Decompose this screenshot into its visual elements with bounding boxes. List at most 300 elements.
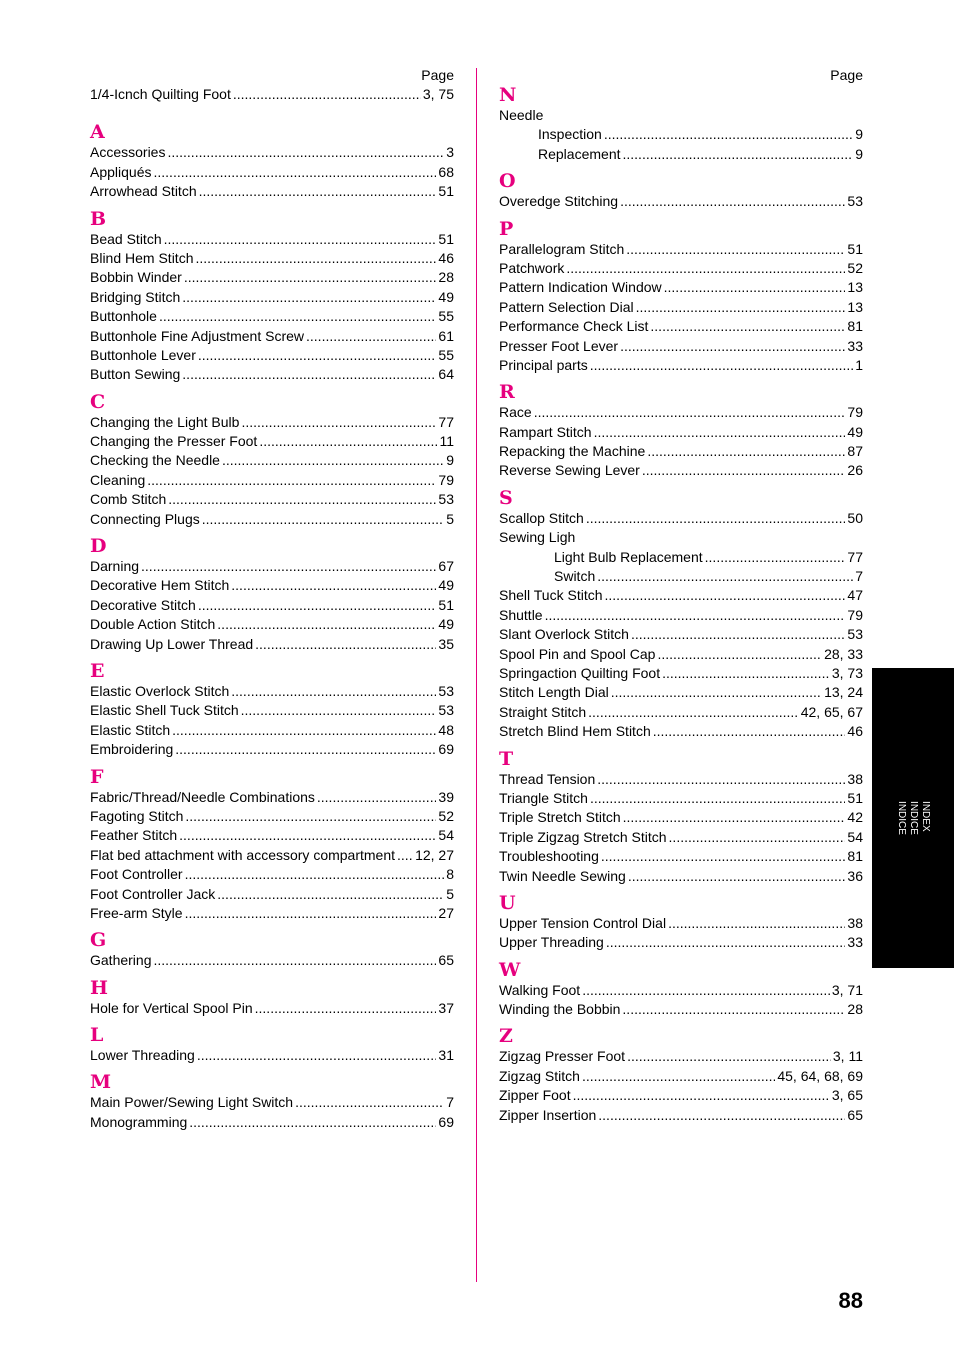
index-section [90, 1072, 454, 1132]
index-entry-page: 51 [438, 596, 454, 613]
dot-leader [545, 606, 846, 625]
index-entry [90, 1093, 454, 1112]
index-entry-page: 65 [847, 1106, 863, 1123]
index-entry [90, 327, 454, 346]
index-entry [499, 192, 863, 211]
dot-leader [175, 740, 436, 759]
index-entry-term: Fagoting Stitch [90, 807, 184, 824]
index-entry-page: 42 [847, 809, 863, 826]
index-entry [499, 664, 863, 683]
index-entry-term: Triple Zigzag Stretch Stitch [499, 828, 667, 845]
index-entry-page: 9 [855, 126, 863, 143]
index-entry-term: Race [499, 404, 532, 421]
dot-leader [588, 703, 799, 722]
index-entry-term: Changing the Presser Foot [90, 433, 258, 450]
section-letter: W [499, 958, 521, 981]
index-entry-term: Zigzag Stitch [499, 1067, 580, 1084]
index-entry [499, 933, 863, 952]
dot-leader [153, 951, 436, 970]
index-entry-page: 54 [847, 828, 863, 845]
index-top-entries [90, 85, 454, 104]
dot-leader [636, 298, 846, 317]
dot-leader [662, 664, 830, 683]
index-entry-page: 46 [847, 723, 863, 740]
index-entry-page: 51 [438, 230, 454, 247]
index-entry-term: Parallelogram Stitch [499, 240, 625, 257]
dot-leader [650, 317, 845, 336]
index-entry-page: 87 [847, 443, 863, 460]
dot-leader [182, 288, 436, 307]
index-entry-page: 26 [847, 462, 863, 479]
dot-leader [317, 788, 437, 807]
page-column-header: Page [421, 67, 454, 83]
index-entry-term: Buttonhole Fine Adjustment Screw [90, 327, 305, 344]
index-side-tab-label [872, 668, 954, 968]
dot-leader [217, 885, 444, 904]
index-entry-term: Patchwork [499, 259, 565, 276]
dot-leader [573, 1086, 830, 1105]
index-entry-page: 8 [446, 866, 454, 883]
column-divider [476, 68, 477, 1282]
index-section [499, 1026, 863, 1125]
index-entry-page: 81 [847, 318, 863, 335]
index-entry-page: 39 [438, 788, 454, 805]
index-entry-page: 3, 65 [831, 1087, 863, 1104]
dot-leader [198, 346, 437, 365]
index-entry [90, 999, 454, 1018]
index-entry [499, 442, 863, 461]
index-entry-term: Monogramming [90, 1113, 188, 1130]
index-entry-term: Winding the Bobbin [499, 1001, 621, 1018]
index-entry-term: Upper Tension Control Dial [499, 914, 667, 931]
index-entry [499, 789, 863, 808]
section-letter: T [499, 747, 514, 770]
index-entry-term: Elastic Overlock Stitch [90, 682, 230, 699]
dot-leader [241, 413, 436, 432]
section-letter: O [499, 170, 516, 193]
index-entry-term: Upper Threading [499, 934, 604, 951]
index-entry [90, 432, 454, 451]
index-entry-term: Comb Stitch [90, 491, 167, 508]
index-entry-page: 51 [847, 789, 863, 806]
index-section [90, 536, 454, 654]
index-entry-term: Blind Hem Stitch [90, 249, 194, 266]
index-entry-page: 28 [438, 269, 454, 286]
index-entry-page: 12, 27 [415, 846, 454, 863]
index-entry-page: 13 [847, 279, 863, 296]
index-entry-page: 38 [847, 770, 863, 787]
index-entry-page: 35 [438, 635, 454, 652]
index-entry [90, 826, 454, 845]
index-entry [90, 740, 454, 759]
index-entry-term: Buttonhole [90, 308, 157, 325]
index-section [499, 171, 863, 211]
dot-leader [154, 163, 437, 182]
index-entry-page: 53 [438, 682, 454, 699]
index-entry [90, 615, 454, 634]
dot-leader [623, 808, 846, 827]
index-entry [90, 230, 454, 249]
index-entry-page: 61 [438, 327, 454, 344]
index-entry-page: 47 [847, 587, 863, 604]
index-entry-term: Free-arm Style [90, 904, 183, 921]
index-sections [90, 122, 454, 1132]
page-number: 88 [838, 1288, 863, 1313]
index-entry-page: 52 [438, 807, 454, 824]
index-entry [90, 846, 454, 865]
index-entry-term: Bridging Stitch [90, 288, 181, 305]
index-entry [499, 1106, 863, 1125]
index-entry-term: Spool Pin and Spool Cap [499, 645, 656, 662]
index-entry-term: Arrowhead Stitch [90, 183, 197, 200]
index-entry-term: Triangle Stitch [499, 789, 588, 806]
dot-leader [566, 259, 845, 278]
index-entry-page: 5 [446, 885, 454, 902]
dot-leader [147, 471, 436, 490]
index-entry-page: 54 [438, 827, 454, 844]
index-entry [499, 509, 863, 528]
index-entry-page: 31 [438, 1047, 454, 1064]
index-entry [90, 182, 454, 201]
index-entry-term: Button Sewing [90, 366, 181, 383]
index-entry-page: 51 [438, 183, 454, 200]
index-entry [90, 865, 454, 884]
section-letter: B [90, 207, 107, 230]
index-entry-page: 7 [446, 1094, 454, 1111]
dot-leader [184, 268, 437, 287]
index-entry [499, 125, 863, 144]
index-entry-term: Appliqués [90, 163, 152, 180]
dot-leader [582, 1067, 775, 1086]
dot-leader [179, 826, 436, 845]
dot-leader [198, 596, 437, 615]
section-letter: P [499, 217, 514, 240]
dot-leader [657, 645, 822, 664]
section-letter: M [90, 1071, 112, 1094]
side-tab-line: INDEX [920, 801, 931, 832]
index-entry [499, 586, 863, 605]
index-entry [499, 106, 863, 125]
index-entry-page: 77 [438, 413, 454, 430]
index-entry-page: 53 [847, 626, 863, 643]
index-entry-page: 13, 24 [824, 684, 863, 701]
section-letter: R [499, 381, 515, 404]
index-entry-page: 49 [438, 577, 454, 594]
index-entry-page: 55 [438, 346, 454, 363]
index-entry-page: 5 [446, 510, 454, 527]
index-entry [499, 317, 863, 336]
dot-leader [582, 981, 830, 1000]
index-entry-term: Twin Needle Sewing [499, 867, 626, 884]
dot-leader [185, 807, 436, 826]
index-entry [90, 307, 454, 326]
index-entry-page: 49 [847, 423, 863, 440]
index-entry-term: 1/4-Icnch Quilting Foot [90, 86, 231, 102]
index-entry-term: Feather Stitch [90, 827, 178, 844]
index-entry-page: 3, 75 [422, 86, 454, 102]
section-letter: U [499, 891, 516, 914]
index-entry [499, 606, 863, 625]
index-entry [499, 1000, 863, 1019]
index-entry [90, 557, 454, 576]
index-entry [499, 703, 863, 722]
index-entry-page: 33 [847, 934, 863, 951]
index-entry-page: 28, 33 [824, 645, 863, 662]
index-entry [90, 788, 454, 807]
index-entry [90, 163, 454, 182]
index-entry-term: Straight Stitch [499, 703, 587, 720]
index-section [499, 960, 863, 1020]
dot-leader [141, 557, 436, 576]
index-section [90, 392, 454, 529]
index-entry-term: Troubleshooting [499, 848, 599, 865]
dot-leader [197, 1046, 437, 1065]
page-column-header: Page [830, 67, 863, 83]
index-entry-term: Buttonhole Lever [90, 346, 196, 363]
index-entry-page: 69 [438, 1113, 454, 1130]
index-entry-page: 28 [847, 1001, 863, 1018]
index-column-right [499, 66, 863, 1125]
dot-leader [626, 240, 845, 259]
dot-leader [231, 682, 436, 701]
dot-leader [168, 490, 436, 509]
index-entry-term: Zipper Insertion [499, 1106, 597, 1123]
index-entry [499, 828, 863, 847]
index-entry [499, 1047, 863, 1066]
index-entry-term: Needle [499, 107, 544, 123]
index-entry [90, 85, 454, 104]
index-entry-term: Rampart Stitch [499, 423, 592, 440]
index-entry-term: Zipper Foot [499, 1087, 571, 1104]
dot-leader [164, 230, 437, 249]
index-entry [499, 298, 863, 317]
index-entry-term: Springaction Quilting Foot [499, 664, 661, 681]
index-entry-term: Darning [90, 558, 140, 575]
index-entry-page: 33 [847, 337, 863, 354]
index-entry [90, 1113, 454, 1132]
dot-leader [590, 356, 854, 375]
index-entry [499, 403, 863, 422]
dot-leader [622, 1000, 845, 1019]
index-entry [499, 683, 863, 702]
index-entry-page: 3 [446, 144, 454, 161]
index-entry [90, 951, 454, 970]
index-entry-page: 79 [847, 404, 863, 421]
index-entry [90, 635, 454, 654]
dot-leader [594, 423, 846, 442]
dot-leader [259, 432, 437, 451]
section-letter: S [499, 486, 513, 509]
index-entry [499, 548, 863, 567]
index-entry-term: Zigzag Presser Foot [499, 1048, 626, 1065]
dot-leader [195, 249, 436, 268]
index-entry-term: Lower Threading [90, 1047, 195, 1064]
index-entry-page: 7 [855, 568, 863, 585]
index-entry [499, 847, 863, 866]
index-entry-term: Checking the Needle [90, 452, 220, 469]
index-entry-page: 81 [847, 848, 863, 865]
dot-leader [241, 701, 437, 720]
dot-leader [653, 722, 846, 741]
index-section [499, 85, 863, 164]
index-entry [90, 249, 454, 268]
index-entry-page: 9 [446, 452, 454, 469]
index-entry-page: 49 [438, 616, 454, 633]
index-section [90, 930, 454, 970]
index-entry-term: Repacking the Machine [499, 443, 646, 460]
dot-leader [202, 510, 444, 529]
index-column-left [90, 66, 454, 1132]
index-entry-page: 77 [847, 548, 863, 565]
index-entry-term: Reverse Sewing Lever [499, 462, 640, 479]
index-entry-page: 1 [855, 356, 863, 373]
index-entry-term: Overedge Stitching [499, 193, 619, 210]
index-entry [90, 807, 454, 826]
index-entry-page: 3, 73 [831, 664, 863, 681]
index-entry-term: Hole for Vertical Spool Pin [90, 999, 253, 1016]
index-entry-page: 13 [847, 298, 863, 315]
index-entry-term: Principal parts [499, 356, 588, 373]
index-entry [499, 867, 863, 886]
index-entry-page: 37 [438, 999, 454, 1016]
index-entry [499, 145, 863, 164]
dot-leader [255, 635, 436, 654]
index-section [499, 749, 863, 886]
index-entry-page: 3, 71 [831, 981, 863, 998]
index-entry-term: Walking Foot [499, 981, 581, 998]
dot-leader [627, 1047, 831, 1066]
index-entry-page: 79 [438, 471, 454, 488]
index-entry [90, 365, 454, 384]
dot-leader [604, 125, 853, 144]
index-entry [499, 722, 863, 741]
index-entry-term: Double Action Stitch [90, 616, 216, 633]
dot-leader [601, 847, 846, 866]
index-entry-term: Presser Foot Lever [499, 337, 619, 354]
index-entry-page: 42, 65, 67 [800, 703, 863, 720]
index-section [499, 219, 863, 376]
section-letter: D [90, 535, 107, 558]
dot-leader [642, 461, 846, 480]
index-entry-term: Light Bulb Replacement [554, 548, 703, 565]
index-entry [90, 1046, 454, 1065]
dot-leader [199, 182, 437, 201]
index-entry [499, 914, 863, 933]
dot-leader [605, 586, 846, 605]
index-entry-term: Drawing Up Lower Thread [90, 635, 254, 652]
dot-leader [217, 615, 436, 634]
index-entry-term: Sewing Ligh [499, 529, 576, 546]
dot-leader [647, 442, 845, 461]
index-entry-term: Foot Controller Jack [90, 885, 216, 902]
index-entry-term: Stitch Length Dial [499, 684, 609, 701]
index-entry-term: Triple Stretch Stitch [499, 809, 621, 826]
dot-leader [623, 145, 854, 164]
index-entry [499, 337, 863, 356]
index-entry-page: 11 [439, 433, 454, 450]
index-entry-term: Shuttle [499, 606, 543, 623]
dot-leader [189, 1113, 436, 1132]
section-letter: Z [499, 1025, 513, 1048]
index-entry-page: 68 [438, 163, 454, 180]
index-entry-term: Scallop Stitch [499, 509, 584, 526]
index-entry [499, 1086, 863, 1105]
index-entry [499, 461, 863, 480]
index-entry-page: 48 [438, 721, 454, 738]
index-entry-term: Stretch Blind Hem Stitch [499, 723, 651, 740]
dot-leader [620, 192, 845, 211]
index-entry [499, 567, 863, 586]
section-letter: E [90, 659, 105, 682]
index-section [90, 978, 454, 1018]
index-section [499, 893, 863, 953]
index-entry-term: Decorative Hem Stitch [90, 577, 230, 594]
dot-leader [611, 683, 822, 702]
section-letter: A [90, 121, 105, 144]
index-entry-term: Shell Tuck Stitch [499, 587, 603, 604]
index-entry-term: Embroidering [90, 741, 174, 758]
dot-leader [222, 451, 444, 470]
index-entry-term: Flat bed attachment with accessory compartment [90, 846, 396, 863]
index-entry [499, 240, 863, 259]
index-entry-term: Accessories [90, 144, 166, 161]
dot-leader [182, 365, 436, 384]
index-entry [499, 528, 863, 547]
side-tab-line: INDICE [896, 801, 907, 835]
index-entry-page: 52 [847, 259, 863, 276]
index-entry-page: 27 [438, 904, 454, 921]
index-entry [90, 721, 454, 740]
section-letter: F [90, 765, 104, 788]
dot-leader [397, 846, 413, 865]
index-entry-page: 53 [438, 491, 454, 508]
index-section [90, 122, 454, 201]
index-entry [499, 645, 863, 664]
index-entry-term: Bobbin Winder [90, 269, 182, 286]
index-entry-term: Cleaning [90, 471, 146, 488]
index-entry-page: 64 [438, 366, 454, 383]
dot-leader [590, 789, 845, 808]
index-entry [499, 770, 863, 789]
dot-leader [705, 548, 846, 567]
section-letter: N [499, 84, 517, 106]
index-entry-term: Performance Check List [499, 318, 649, 335]
section-letter: H [90, 976, 108, 999]
dot-leader [159, 307, 436, 326]
index-entry-page: 49 [438, 288, 454, 305]
dot-leader [586, 509, 846, 528]
index-entry-term: Inspection [538, 126, 602, 143]
index-entry-page: 50 [847, 509, 863, 526]
index-entry-term: Slant Overlock Stitch [499, 626, 629, 643]
index-entry-page: 55 [438, 308, 454, 325]
index-entry [90, 701, 454, 720]
dot-leader [172, 721, 436, 740]
index-entry [90, 413, 454, 432]
index-entry [90, 451, 454, 470]
index-section [90, 209, 454, 385]
dot-leader [185, 904, 437, 923]
index-entry [90, 510, 454, 529]
index-entry-term: Elastic Shell Tuck Stitch [90, 702, 239, 719]
index-entry [499, 1067, 863, 1086]
index-entry [90, 268, 454, 287]
index-entry [499, 356, 863, 375]
index-section [90, 767, 454, 924]
index-entry [90, 490, 454, 509]
index-entry-term: Decorative Stitch [90, 596, 196, 613]
index-section [90, 1025, 454, 1065]
